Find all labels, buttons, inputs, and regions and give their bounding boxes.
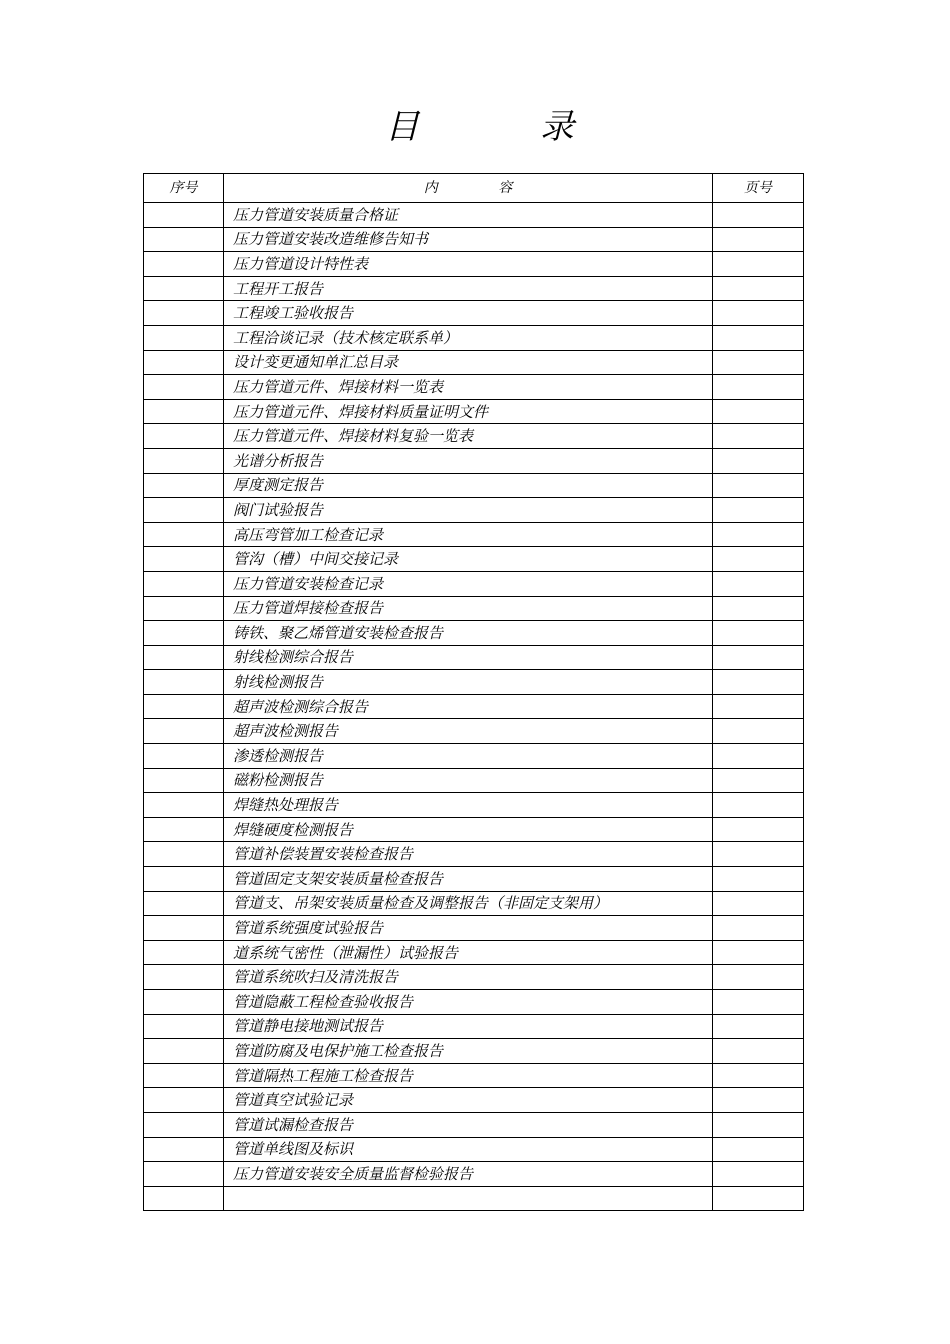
row-page-cell	[713, 571, 804, 596]
table-row	[144, 203, 804, 228]
row-content-cell: 道系统气密性（泄漏性）试验报告	[224, 940, 713, 965]
row-content-cell: 管道试漏检查报告	[224, 1112, 713, 1137]
title-char-2: 录	[540, 107, 574, 147]
row-content-cell: 压力管道元件、焊接材料质量证明文件	[224, 399, 713, 424]
row-page-cell	[713, 965, 804, 990]
row-content-cell: 管道单线图及标识	[224, 1137, 713, 1162]
table-row	[144, 473, 804, 498]
row-content-cell: 压力管道安装改造维修告知书	[224, 227, 713, 252]
table-row	[144, 547, 804, 572]
row-page-cell	[713, 621, 804, 646]
row-page-cell	[713, 867, 804, 892]
table-row	[144, 399, 804, 424]
row-seq-cell	[144, 1186, 224, 1211]
row-seq-cell	[144, 448, 224, 473]
row-content-cell: 工程竣工验收报告	[224, 301, 713, 326]
row-seq-cell	[144, 670, 224, 695]
row-seq-cell	[144, 1039, 224, 1064]
row-content-cell: 铸铁、聚乙烯管道安装检查报告	[224, 621, 713, 646]
row-page-cell	[713, 1014, 804, 1039]
row-page-cell	[713, 473, 804, 498]
row-page-cell	[713, 744, 804, 769]
row-seq-cell	[144, 325, 224, 350]
row-page-cell	[713, 645, 804, 670]
row-seq-cell	[144, 719, 224, 744]
row-content-cell: 管道系统强度试验报告	[224, 916, 713, 941]
row-page-cell	[713, 424, 804, 449]
table-row	[144, 424, 804, 449]
header-page: 页号	[713, 174, 804, 203]
row-seq-cell	[144, 375, 224, 400]
row-page-cell	[713, 719, 804, 744]
table-row	[144, 842, 804, 867]
row-seq-cell	[144, 940, 224, 965]
table-row	[144, 867, 804, 892]
row-content-cell: 焊缝热处理报告	[224, 793, 713, 818]
row-page-cell	[713, 498, 804, 523]
table-row	[144, 940, 804, 965]
table-row	[144, 891, 804, 916]
row-content-cell: 管道固定支架安装质量检查报告	[224, 867, 713, 892]
row-page-cell	[713, 793, 804, 818]
row-seq-cell	[144, 744, 224, 769]
row-content-cell: 超声波检测综合报告	[224, 694, 713, 719]
row-seq-cell	[144, 276, 224, 301]
row-seq-cell	[144, 793, 224, 818]
row-seq-cell	[144, 596, 224, 621]
row-page-cell	[713, 350, 804, 375]
row-content-cell: 压力管道安装检查记录	[224, 571, 713, 596]
row-seq-cell	[144, 1112, 224, 1137]
row-page-cell	[713, 768, 804, 793]
table-row	[144, 670, 804, 695]
row-seq-cell	[144, 424, 224, 449]
row-content-cell: 超声波检测报告	[224, 719, 713, 744]
table-row	[144, 1063, 804, 1088]
row-page-cell	[713, 1063, 804, 1088]
table-row	[144, 325, 804, 350]
row-page-cell	[713, 325, 804, 350]
row-seq-cell	[144, 842, 224, 867]
row-page-cell	[713, 448, 804, 473]
table-row	[144, 965, 804, 990]
table-row	[144, 571, 804, 596]
table-row	[144, 350, 804, 375]
table-row	[144, 744, 804, 769]
table-row	[144, 1014, 804, 1039]
toc-table	[143, 173, 804, 1211]
row-content-cell: 管道隔热工程施工检查报告	[224, 1063, 713, 1088]
row-seq-cell	[144, 227, 224, 252]
table-row	[144, 252, 804, 277]
row-content-cell: 管道防腐及电保护施工检查报告	[224, 1039, 713, 1064]
table-row	[144, 1186, 804, 1211]
row-seq-cell	[144, 1162, 224, 1187]
row-seq-cell	[144, 301, 224, 326]
row-page-cell	[713, 596, 804, 621]
table-row	[144, 448, 804, 473]
row-content-cell	[224, 1186, 713, 1211]
row-page-cell	[713, 547, 804, 572]
row-content-cell: 管道隐蔽工程检查验收报告	[224, 990, 713, 1015]
row-content-cell: 管道系统吹扫及清洗报告	[224, 965, 713, 990]
table-row	[144, 1088, 804, 1113]
table-row	[144, 1039, 804, 1064]
table-row	[144, 990, 804, 1015]
table-row	[144, 694, 804, 719]
row-page-cell	[713, 276, 804, 301]
row-content-cell: 压力管道元件、焊接材料复验一览表	[224, 424, 713, 449]
row-seq-cell	[144, 916, 224, 941]
row-page-cell	[713, 891, 804, 916]
table-row	[144, 375, 804, 400]
row-seq-cell	[144, 817, 224, 842]
header-content-char-2: 容	[498, 180, 513, 196]
row-page-cell	[713, 1137, 804, 1162]
header-content-char-1: 内	[423, 180, 438, 196]
table-row	[144, 793, 804, 818]
row-seq-cell	[144, 645, 224, 670]
table-row	[144, 1137, 804, 1162]
row-content-cell: 光谱分析报告	[224, 448, 713, 473]
table-row	[144, 301, 804, 326]
row-seq-cell	[144, 498, 224, 523]
row-seq-cell	[144, 571, 224, 596]
row-page-cell	[713, 670, 804, 695]
row-page-cell	[713, 694, 804, 719]
table-row	[144, 227, 804, 252]
row-seq-cell	[144, 399, 224, 424]
row-content-cell: 射线检测报告	[224, 670, 713, 695]
table-row	[144, 916, 804, 941]
row-page-cell	[713, 1186, 804, 1211]
row-page-cell	[713, 227, 804, 252]
row-content-cell: 设计变更通知单汇总目录	[224, 350, 713, 375]
row-content-cell: 压力管道安装安全质量监督检验报告	[224, 1162, 713, 1187]
row-page-cell	[713, 817, 804, 842]
row-page-cell	[713, 1088, 804, 1113]
toc-header-row	[144, 174, 804, 203]
row-seq-cell	[144, 621, 224, 646]
row-content-cell: 压力管道设计特性表	[224, 252, 713, 277]
row-page-cell	[713, 301, 804, 326]
row-seq-cell	[144, 350, 224, 375]
header-content	[224, 174, 713, 203]
row-seq-cell	[144, 203, 224, 228]
row-content-cell: 压力管道元件、焊接材料一览表	[224, 375, 713, 400]
row-page-cell	[713, 203, 804, 228]
row-seq-cell	[144, 965, 224, 990]
row-content-cell: 管沟（槽）中间交接记录	[224, 547, 713, 572]
row-content-cell: 管道真空试验记录	[224, 1088, 713, 1113]
toc-body	[144, 203, 804, 1211]
row-seq-cell	[144, 1137, 224, 1162]
row-page-cell	[713, 1039, 804, 1064]
table-row	[144, 596, 804, 621]
row-seq-cell	[144, 990, 224, 1015]
row-page-cell	[713, 1112, 804, 1137]
table-row	[144, 522, 804, 547]
row-seq-cell	[144, 867, 224, 892]
table-row	[144, 498, 804, 523]
row-page-cell	[713, 940, 804, 965]
row-content-cell: 高压弯管加工检查记录	[224, 522, 713, 547]
row-content-cell: 管道补偿装置安装检查报告	[224, 842, 713, 867]
row-page-cell	[713, 399, 804, 424]
table-row	[144, 621, 804, 646]
row-content-cell: 管道静电接地测试报告	[224, 1014, 713, 1039]
table-row	[144, 1112, 804, 1137]
row-content-cell: 焊缝硬度检测报告	[224, 817, 713, 842]
row-content-cell: 磁粉检测报告	[224, 768, 713, 793]
table-row	[144, 768, 804, 793]
row-page-cell	[713, 916, 804, 941]
row-page-cell	[713, 1162, 804, 1187]
header-seq: 序号	[144, 174, 224, 203]
row-page-cell	[713, 842, 804, 867]
title-char-1: 目	[385, 107, 419, 147]
row-seq-cell	[144, 694, 224, 719]
row-page-cell	[713, 990, 804, 1015]
row-page-cell	[713, 252, 804, 277]
row-seq-cell	[144, 1088, 224, 1113]
row-content-cell: 压力管道焊接检查报告	[224, 596, 713, 621]
page-title	[0, 104, 950, 150]
row-seq-cell	[144, 891, 224, 916]
row-content-cell: 压力管道安装质量合格证	[224, 203, 713, 228]
row-seq-cell	[144, 473, 224, 498]
row-content-cell: 管道支、吊架安装质量检查及调整报告（非固定支架用）	[224, 891, 713, 916]
row-seq-cell	[144, 252, 224, 277]
row-page-cell	[713, 522, 804, 547]
table-row	[144, 1162, 804, 1187]
row-seq-cell	[144, 768, 224, 793]
row-content-cell: 工程洽谈记录（技术核定联系单）	[224, 325, 713, 350]
table-row	[144, 645, 804, 670]
row-seq-cell	[144, 1063, 224, 1088]
row-seq-cell	[144, 522, 224, 547]
table-row	[144, 817, 804, 842]
row-page-cell	[713, 375, 804, 400]
row-seq-cell	[144, 547, 224, 572]
table-row	[144, 276, 804, 301]
row-content-cell: 厚度测定报告	[224, 473, 713, 498]
row-content-cell: 渗透检测报告	[224, 744, 713, 769]
row-seq-cell	[144, 1014, 224, 1039]
row-content-cell: 工程开工报告	[224, 276, 713, 301]
row-content-cell: 阀门试验报告	[224, 498, 713, 523]
table-row	[144, 719, 804, 744]
row-content-cell: 射线检测综合报告	[224, 645, 713, 670]
